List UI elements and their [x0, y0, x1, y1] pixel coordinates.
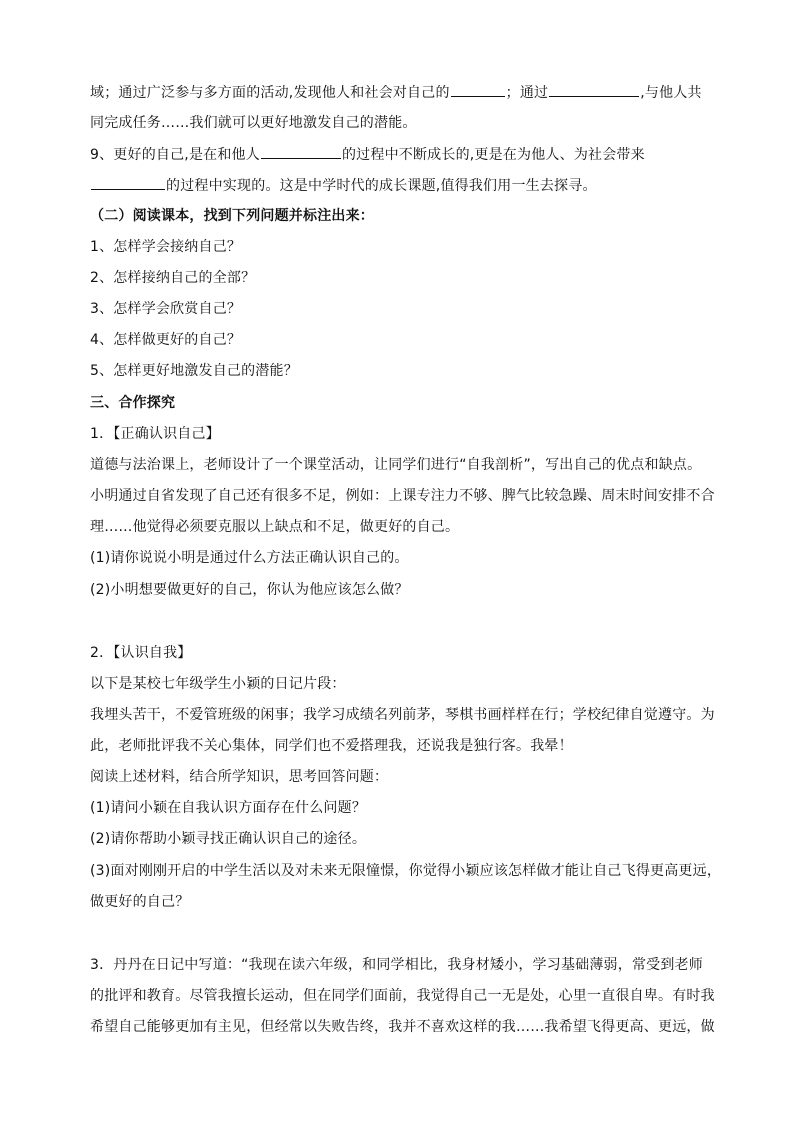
- fill-text: 的过程中实现的。这是中学时代的成长课题,值得我们用一生去探寻。: [166, 178, 597, 194]
- answer-blank[interactable]: [91, 175, 165, 190]
- reading-item: 1、怎样学会接纳自己？: [90, 239, 242, 255]
- question-3-text: 的批评和教育。尽管我擅长运动，但在同学们面前，我觉得自己一无是处，心里一直很自卑。有时我: [90, 988, 715, 1004]
- question-1-sub: (2)小明想要做更好的自己，你认为他应该怎么做？: [90, 582, 409, 598]
- question-2-sub: (3)面对刚刚开启的中学生活以及对未来无限憧憬，你觉得小颖应该怎样做才能让自己飞得更高更远，: [90, 863, 722, 879]
- answer-blank[interactable]: [451, 82, 505, 97]
- question-3-text: 希望自己能够更加有主见，但经常以失败告终，我并不喜欢这样的我……我希望飞得更高、更远，做: [90, 1019, 715, 1035]
- fill-text: 9、更好的自己,是在和他人: [90, 147, 260, 163]
- question-2-sub: (1)请问小颖在自我认识方面存在什么问题？: [90, 800, 367, 816]
- fill-line-1: [90, 82, 710, 103]
- fill-text: ,与他人共: [640, 85, 702, 101]
- reading-item: 3、怎样学会欣赏自己？: [90, 301, 242, 317]
- question-2-text: 以下是某校七年级学生小颖的日记片段：: [90, 676, 346, 692]
- question-1-text: 理……他觉得必须要克服以上缺点和不足，做更好的自己。: [90, 519, 460, 535]
- fill-text: 的过程中不断成长的,更是在为他人、为社会带来: [341, 147, 645, 163]
- question-1-sub: (1)请你说说小明是通过什么方法正确认识自己的。: [90, 550, 409, 566]
- section-heading: 三、合作探究: [90, 395, 176, 411]
- question-2-text: 此，老师批评我不关心集体，同学们也不爱搭理我，还说我是独行客。我晕！: [90, 738, 573, 754]
- question-2-text: 阅读上述材料，结合所学知识，思考回答问题：: [90, 769, 389, 785]
- question-1-text: 小明通过自省发现了自己还有很多不足，例如：上课专注力不够、脾气比较急躁、周末时间安排不合: [90, 488, 715, 504]
- fill-text: ；通过: [505, 85, 549, 101]
- fill-text: 域；通过广泛参与多方面的活动,发现他人和社会对自己的: [90, 85, 450, 101]
- fill-line-2: 同完成任务……我们就可以更好地激发自己的潜能。: [90, 115, 417, 131]
- reading-item: 2、怎样接纳自己的全部？: [90, 270, 256, 286]
- answer-blank[interactable]: [261, 144, 341, 159]
- question-2-sub: (2)请你帮助小颖寻找正确认识自己的途径。: [90, 831, 367, 847]
- reading-item: 5、怎样更好地激发自己的潜能？: [90, 363, 298, 379]
- question-1-title: 1．【正确认识自己】: [90, 426, 220, 442]
- reading-item: 4、怎样做更好的自己？: [90, 332, 242, 348]
- question-2-sub: 做更好的自己？: [90, 894, 190, 910]
- question-9-line-1: [90, 144, 710, 165]
- question-1-text: 道德与法治课上，老师设计了一个课堂活动，让同学们进行“自我剖析”，写出自己的优点和缺点。: [90, 457, 702, 473]
- answer-blank[interactable]: [549, 82, 639, 97]
- question-3-text: 3．丹丹在日记中写道：“我现在读六年级，和同学相比，我身材矮小，学习基础薄弱，常受到老师: [90, 957, 703, 973]
- question-9-line-2: [90, 175, 710, 196]
- question-2-text: 我埋头苦干，不爱管班级的闲事；我学习成绩名列前茅，琴棋书画样样在行；学校纪律自觉遵守。为: [90, 707, 715, 723]
- question-2-title: 2．【认识自我】: [90, 645, 192, 661]
- reading-heading: （二）阅读课本，找到下列问题并标注出来：: [90, 208, 374, 224]
